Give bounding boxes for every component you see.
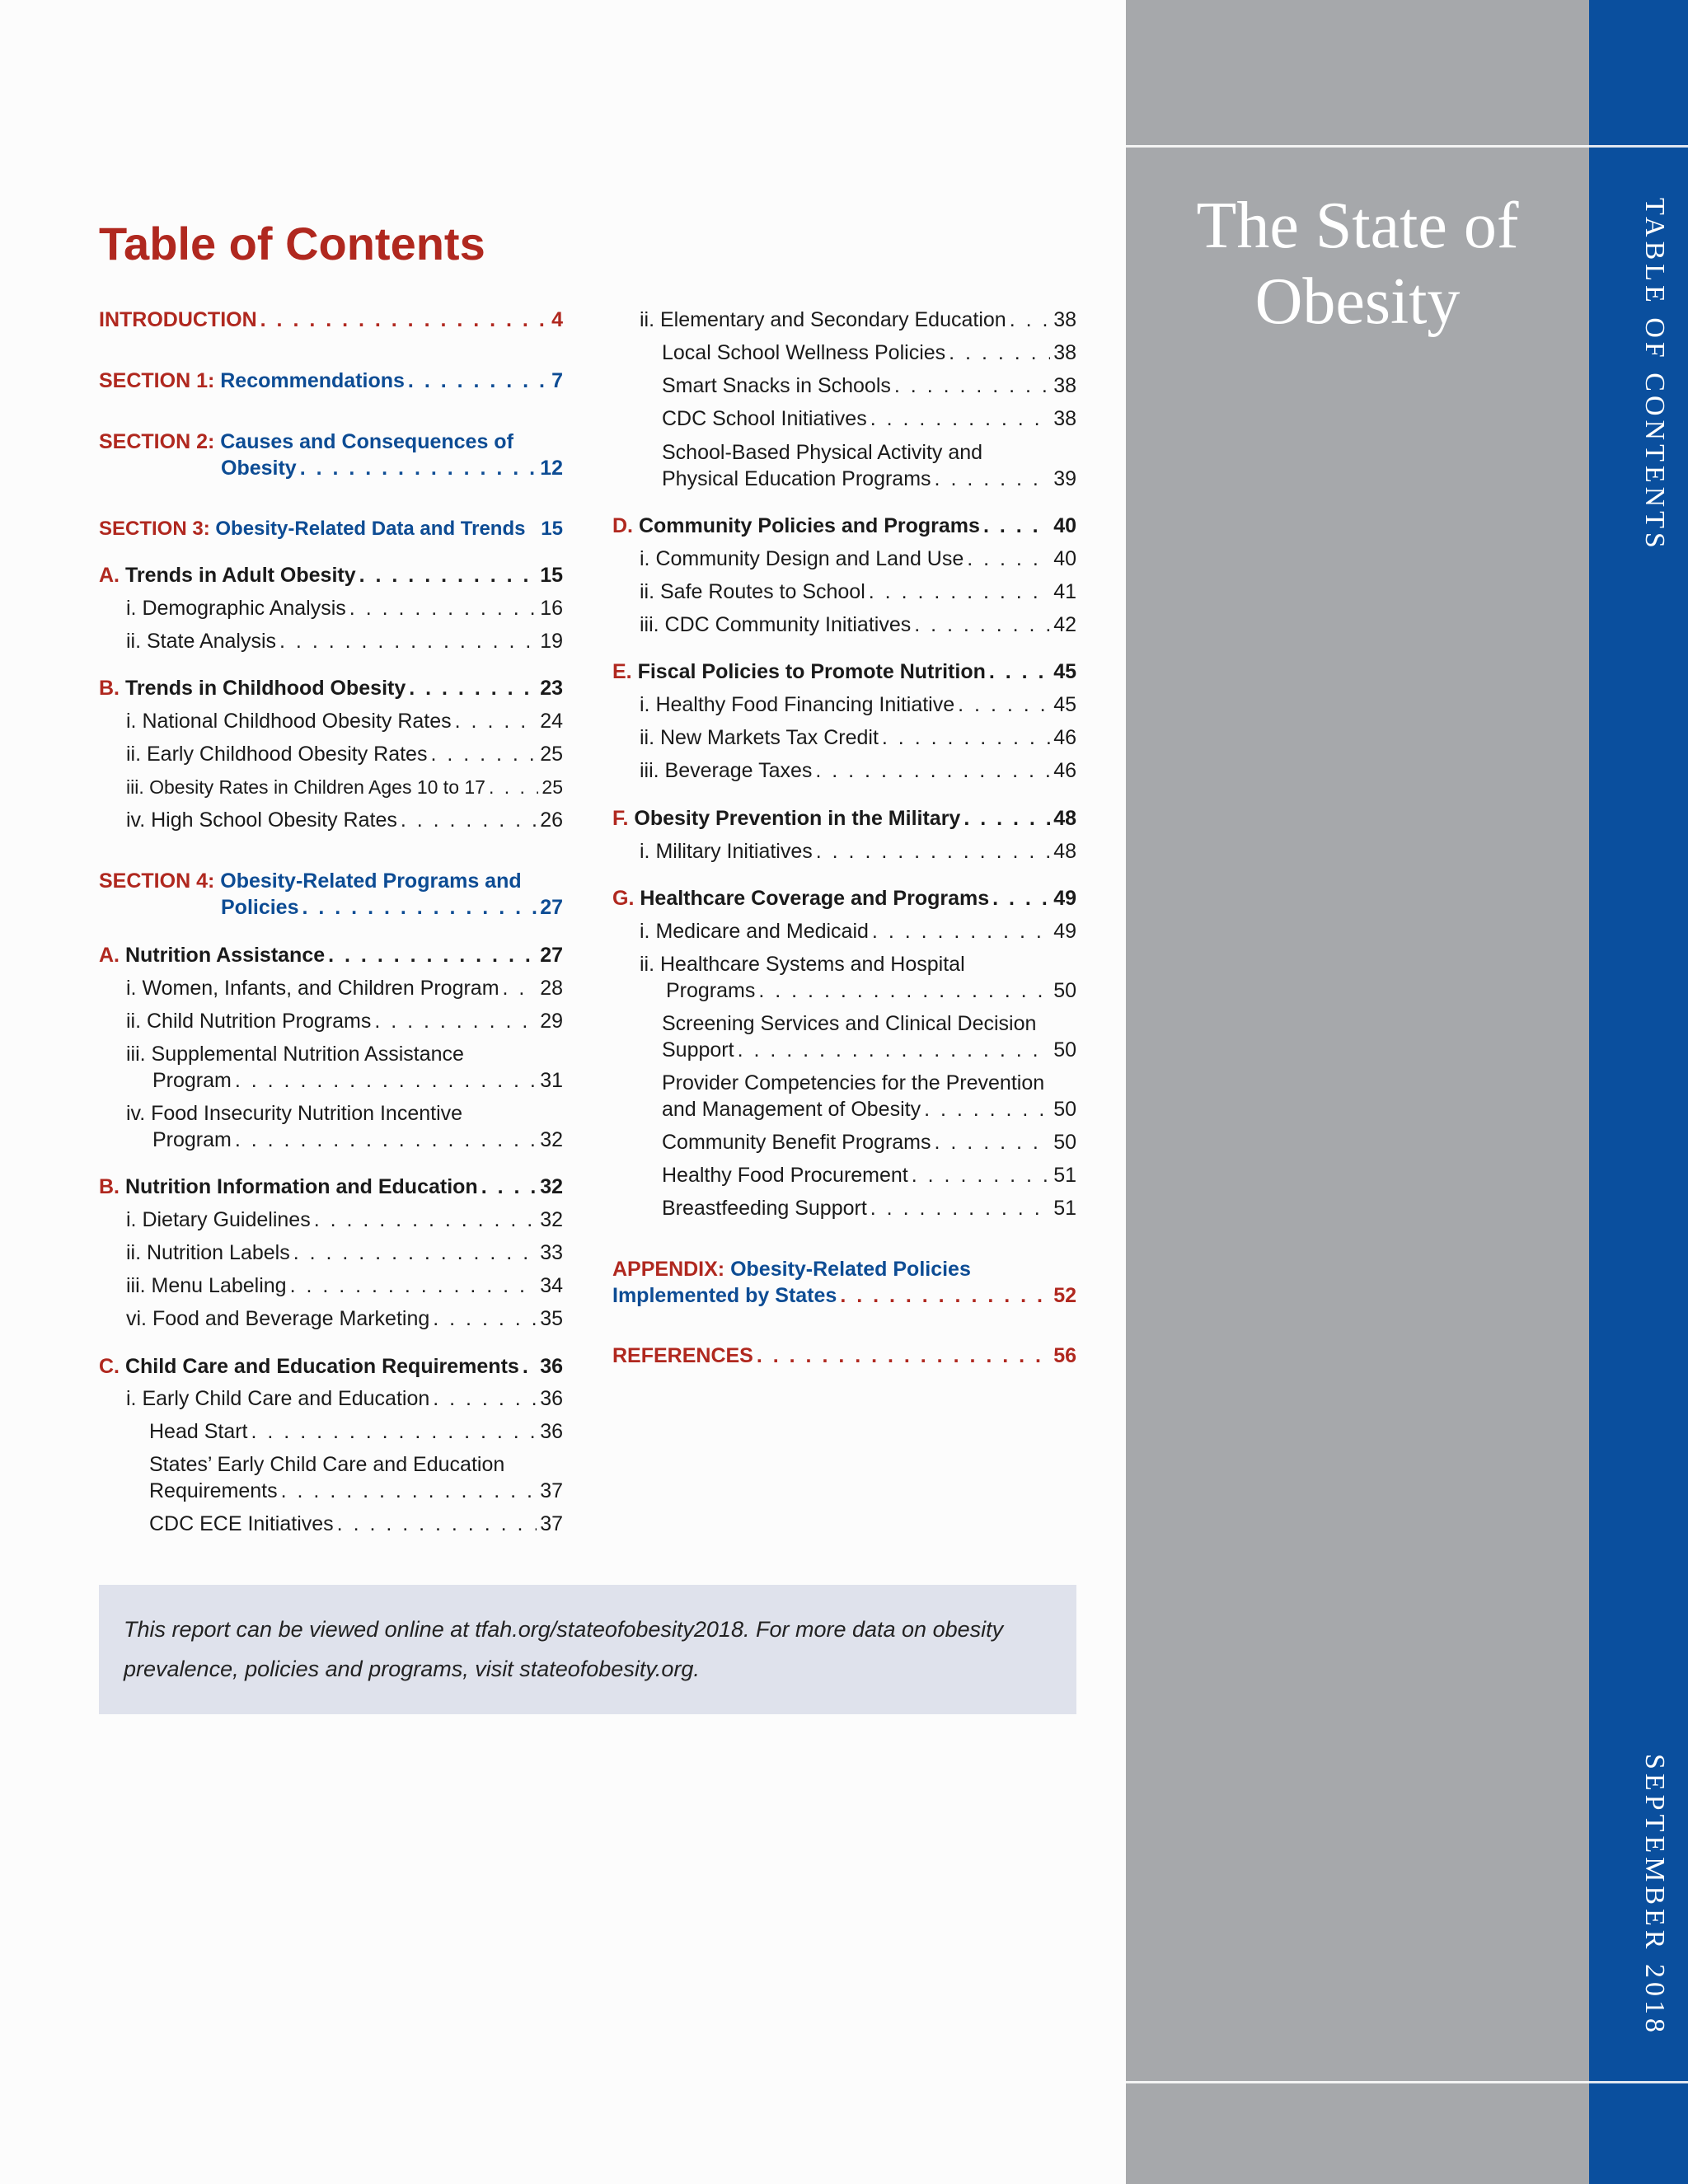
page-number: 39 xyxy=(1053,467,1076,490)
entry-label: Healthy Food Procurement xyxy=(662,1164,908,1187)
toc-item[interactable] xyxy=(126,1385,563,1412)
dot-leader xyxy=(815,757,1050,784)
panel-rule-top xyxy=(1126,145,1589,148)
online-note-box xyxy=(99,1585,1076,1714)
toc-item[interactable] xyxy=(126,1272,563,1299)
page-number: 24 xyxy=(540,710,563,733)
toc-references[interactable] xyxy=(612,1343,1076,1369)
page-number: 36 xyxy=(540,1355,563,1378)
dot-leader xyxy=(293,1240,537,1266)
heading-letter: A. xyxy=(99,564,120,587)
toc-item[interactable] xyxy=(126,774,563,800)
entry-label: iii. Menu Labeling xyxy=(126,1274,287,1297)
toc-section-1[interactable] xyxy=(99,368,563,394)
toc-item[interactable] xyxy=(662,1129,1076,1155)
entry-label-line2: Policies xyxy=(221,896,299,919)
toc-item[interactable] xyxy=(640,918,1076,944)
dot-leader xyxy=(433,1385,537,1412)
page-number: 40 xyxy=(1053,514,1076,537)
page-number: 25 xyxy=(540,743,563,766)
entry-label-line1: Provider Competencies for the Prevention xyxy=(662,1071,1045,1094)
entry-label: ii. Safe Routes to School xyxy=(640,580,865,603)
toc-item[interactable] xyxy=(126,741,563,767)
toc-heading-e[interactable] xyxy=(612,658,1076,685)
page-number: 27 xyxy=(540,944,563,967)
entry-label: Local School Wellness Policies xyxy=(662,341,946,364)
dot-leader xyxy=(408,368,548,394)
page-number: 37 xyxy=(540,1512,563,1535)
entry-label: Smart Snacks in Schools xyxy=(662,374,891,397)
entry-label: i. Demographic Analysis xyxy=(126,597,346,620)
entry-label: Recommendations xyxy=(220,369,405,392)
report-title: The State of Obesity xyxy=(1196,190,1519,338)
toc-item[interactable] xyxy=(662,1010,1076,1063)
entry-label: ii. Child Nutrition Programs xyxy=(126,1010,372,1033)
section-prefix: SECTION 3: xyxy=(99,518,210,540)
dot-leader xyxy=(738,1037,1051,1063)
heading-letter: E. xyxy=(612,660,632,683)
page-number: 25 xyxy=(542,776,563,798)
entry-label: Obesity-Related Data and Trends xyxy=(215,518,526,540)
toc-heading-b[interactable] xyxy=(99,1174,563,1200)
entry-label: Community Benefit Programs xyxy=(662,1131,931,1154)
entry-label: vi. Food and Beverage Marketing xyxy=(126,1307,430,1330)
entry-label: i. Dietary Guidelines xyxy=(126,1208,311,1231)
entry-label-line1: iv. Food Insecurity Nutrition Incentive xyxy=(126,1102,463,1125)
toc-item[interactable] xyxy=(640,757,1076,784)
heading-letter: A. xyxy=(99,944,120,967)
page-number: 31 xyxy=(540,1069,563,1092)
toc-item[interactable] xyxy=(640,612,1076,638)
toc-section-2[interactable] xyxy=(99,429,563,481)
page-number: 42 xyxy=(1053,613,1076,636)
entry-label: ii. Nutrition Labels xyxy=(126,1241,290,1264)
page-number: 49 xyxy=(1053,920,1076,943)
heading-letter: D. xyxy=(612,514,633,537)
heading-letter: F. xyxy=(612,807,629,830)
dot-leader xyxy=(489,774,538,800)
entry-label-line2: Program xyxy=(152,1069,232,1092)
dot-leader xyxy=(314,1207,537,1233)
toc-appendix[interactable] xyxy=(612,1256,1076,1309)
dot-leader xyxy=(279,628,537,654)
dot-leader xyxy=(882,724,1050,751)
entry-label-line1: Obesity-Related Programs and xyxy=(220,869,522,893)
page-number: 38 xyxy=(1053,374,1076,397)
toc-item[interactable] xyxy=(662,1162,1076,1188)
entry-label: CDC ECE Initiatives xyxy=(149,1512,334,1535)
heading-letter: B. xyxy=(99,677,120,700)
entry-label: i. Early Child Care and Education xyxy=(126,1387,430,1410)
section-prefix: SECTION 1: xyxy=(99,369,215,392)
dot-leader xyxy=(302,894,537,921)
page-number: 12 xyxy=(540,457,563,480)
toc-item[interactable] xyxy=(640,546,1076,572)
page-number: 15 xyxy=(541,518,563,540)
entry-label: i. Community Design and Land Use xyxy=(640,547,964,570)
entry-label: Head Start xyxy=(149,1420,248,1443)
entry-label-line2: Obesity xyxy=(221,457,297,480)
page-number: 45 xyxy=(1053,660,1076,683)
dot-leader xyxy=(989,658,1050,685)
entry-label: i. Healthy Food Financing Initiative xyxy=(640,693,955,716)
toc-item[interactable] xyxy=(126,708,563,734)
dot-leader xyxy=(433,1305,537,1332)
entry-label-line2: Requirements xyxy=(149,1479,278,1502)
entry-label-line2: Programs xyxy=(666,979,756,1002)
page-number: 51 xyxy=(1053,1164,1076,1187)
page-number: 26 xyxy=(540,808,563,832)
page-number: 50 xyxy=(1053,1038,1076,1062)
toc-item[interactable] xyxy=(126,1207,563,1233)
toc-heading-d[interactable] xyxy=(612,513,1076,539)
page-number: 46 xyxy=(1053,759,1076,782)
toc-item[interactable] xyxy=(126,595,563,621)
entry-label-line1: ii. Healthcare Systems and Hospital xyxy=(640,953,965,976)
dot-leader xyxy=(401,807,537,833)
page-number: 33 xyxy=(540,1241,563,1264)
page-number: 38 xyxy=(1053,341,1076,364)
page-number: 50 xyxy=(1053,979,1076,1002)
toc-item[interactable] xyxy=(662,439,1076,492)
page-number: 34 xyxy=(540,1274,563,1297)
dot-leader xyxy=(328,942,537,968)
page-number: 38 xyxy=(1053,308,1076,331)
toc-item[interactable] xyxy=(662,373,1076,399)
toc-item[interactable] xyxy=(662,340,1076,366)
dot-leader xyxy=(870,405,1050,432)
dot-leader xyxy=(374,1008,537,1034)
entry-label: iii. Beverage Taxes xyxy=(640,759,813,782)
page-number: 32 xyxy=(540,1175,563,1198)
dot-leader xyxy=(840,1282,1050,1309)
date-label: SEPTEMBER 2018 xyxy=(1639,1754,1670,2036)
entry-label: INTRODUCTION xyxy=(99,308,257,331)
side-label: TABLE OF CONTENTS xyxy=(1639,198,1670,552)
page-number: 27 xyxy=(540,896,563,919)
toc-item[interactable] xyxy=(126,1305,563,1332)
dot-leader xyxy=(503,975,537,1001)
entry-label-line1: School-Based Physical Activity and xyxy=(662,441,983,464)
entry-label-line2: Physical Education Programs xyxy=(662,467,931,490)
entry-label: Breastfeeding Support xyxy=(662,1197,867,1220)
page-number: 32 xyxy=(540,1128,563,1151)
page-number: 45 xyxy=(1053,693,1076,716)
dot-leader xyxy=(260,307,548,333)
page-number: 40 xyxy=(1053,547,1076,570)
toc-item[interactable] xyxy=(149,1451,563,1504)
dot-leader xyxy=(967,546,1050,572)
entry-label: i. Women, Infants, and Children Program xyxy=(126,977,499,1000)
dot-leader xyxy=(964,805,1050,832)
toc-item[interactable] xyxy=(126,1240,563,1266)
dot-leader xyxy=(349,595,537,621)
online-note-text: This report can be viewed online at tfah.org/stateofobesity2018. For more data on obesity prevalence, policies and programs, visit stateofobesity.org. xyxy=(124,1617,1004,1681)
entry-label: Trends in Adult Obesity xyxy=(124,564,356,587)
page-number: 28 xyxy=(540,977,563,1000)
dot-leader xyxy=(409,675,537,701)
page-number: 49 xyxy=(1053,887,1076,910)
entry-label: iii. CDC Community Initiatives xyxy=(640,613,912,636)
dot-leader xyxy=(869,579,1050,605)
dot-leader xyxy=(235,1067,537,1094)
page-number: 48 xyxy=(1053,840,1076,863)
toc-item[interactable] xyxy=(640,724,1076,751)
side-tab-rule-top xyxy=(1589,145,1688,148)
entry-label-line2: Program xyxy=(152,1128,232,1151)
page-number: 19 xyxy=(540,630,563,653)
entry-label-line1: Causes and Consequences of xyxy=(220,430,513,453)
entry-label-line1: States’ Early Child Care and Education xyxy=(149,1453,505,1476)
page-number: 51 xyxy=(1053,1197,1076,1220)
dot-leader xyxy=(281,1478,537,1504)
section-prefix: SECTION 2: xyxy=(99,430,215,453)
dot-leader xyxy=(958,691,1050,718)
page-number: 15 xyxy=(540,564,563,587)
page-number: 52 xyxy=(1053,1284,1076,1307)
dot-leader xyxy=(758,977,1050,1004)
page-number: 48 xyxy=(1053,807,1076,830)
toc-item[interactable] xyxy=(126,1041,563,1094)
entry-label: Community Policies and Programs xyxy=(638,514,980,537)
entry-label-line1: Screening Services and Clinical Decision xyxy=(662,1012,1037,1035)
dot-leader xyxy=(455,708,537,734)
entry-label: CDC School Initiatives xyxy=(662,407,867,430)
toc-item[interactable] xyxy=(640,307,1076,333)
entry-label: iii. Obesity Rates in Children Ages 10 to 17 xyxy=(126,776,485,798)
entry-label-line2: Implemented by States xyxy=(612,1284,837,1307)
entry-label: Healthcare Coverage and Programs xyxy=(640,887,990,910)
toc-item[interactable] xyxy=(149,1418,563,1445)
page-number: 50 xyxy=(1053,1131,1076,1154)
entry-label-line2: and Management of Obesity xyxy=(662,1098,921,1121)
page-number: 4 xyxy=(551,308,563,331)
entry-label: Fiscal Policies to Promote Nutrition xyxy=(637,660,986,683)
dot-leader xyxy=(359,562,537,588)
dot-leader xyxy=(935,1129,1051,1155)
toc-item[interactable] xyxy=(640,691,1076,718)
dot-leader xyxy=(894,373,1050,399)
toc-item[interactable] xyxy=(126,628,563,654)
dot-leader xyxy=(949,340,1050,366)
page-number: 41 xyxy=(1053,580,1076,603)
page-number: 38 xyxy=(1053,407,1076,430)
dot-leader xyxy=(481,1174,537,1200)
entry-label-line2: Support xyxy=(662,1038,734,1062)
page-number: 32 xyxy=(540,1208,563,1231)
dot-leader xyxy=(1010,307,1050,333)
entry-label: ii. Elementary and Secondary Education xyxy=(640,308,1006,331)
entry-label: REFERENCES xyxy=(612,1344,753,1367)
dot-leader xyxy=(924,1096,1050,1122)
entry-label: Obesity Prevention in the Military xyxy=(634,807,961,830)
dot-leader xyxy=(935,466,1051,492)
dot-leader xyxy=(251,1418,537,1445)
toc-title: Table of Contents xyxy=(99,218,485,269)
page-number: 56 xyxy=(1053,1344,1076,1367)
dot-leader xyxy=(870,1195,1050,1221)
entry-label: Child Care and Education Requirements xyxy=(124,1355,519,1378)
toc-item[interactable] xyxy=(126,807,563,833)
toc-item[interactable] xyxy=(662,405,1076,432)
entry-label: Nutrition Information and Education xyxy=(124,1175,478,1198)
entry-label: ii. State Analysis xyxy=(126,630,277,653)
page-number: 23 xyxy=(540,677,563,700)
dot-leader xyxy=(430,741,537,767)
dot-leader xyxy=(757,1343,1050,1369)
toc-heading-c[interactable] xyxy=(99,1353,563,1380)
dot-leader xyxy=(290,1272,537,1299)
dot-leader xyxy=(914,612,1050,638)
dot-leader xyxy=(337,1511,537,1537)
dot-leader xyxy=(983,513,1050,539)
toc-item[interactable] xyxy=(126,1008,563,1034)
page-number: 50 xyxy=(1053,1098,1076,1121)
dot-leader xyxy=(992,885,1050,912)
toc-heading-b[interactable] xyxy=(99,675,563,701)
page-number: 29 xyxy=(540,1010,563,1033)
toc-heading-f[interactable] xyxy=(612,805,1076,832)
section-prefix: SECTION 4: xyxy=(99,869,215,893)
toc-item[interactable] xyxy=(662,1070,1076,1122)
entry-label: ii. New Markets Tax Credit xyxy=(640,726,879,749)
dot-leader xyxy=(300,455,537,481)
page-number: 36 xyxy=(540,1420,563,1443)
toc-section-3[interactable] xyxy=(99,516,563,542)
side-tab-rule-bottom xyxy=(1589,2081,1688,2083)
entry-label: iv. High School Obesity Rates xyxy=(126,808,397,832)
page-number: 46 xyxy=(1053,726,1076,749)
toc-heading-a[interactable] xyxy=(99,562,563,588)
entry-label: i. Medicare and Medicaid xyxy=(640,920,869,943)
panel-rule-bottom xyxy=(1126,2081,1589,2083)
toc-section-4[interactable] xyxy=(99,868,563,921)
toc-item[interactable] xyxy=(126,975,563,1001)
page-number: 7 xyxy=(551,369,563,392)
heading-letter: G. xyxy=(612,887,635,910)
dot-leader xyxy=(912,1162,1050,1188)
dot-leader xyxy=(235,1127,537,1153)
toc-heading-g[interactable] xyxy=(612,885,1076,912)
page-number: 37 xyxy=(540,1479,563,1502)
entry-label: Nutrition Assistance xyxy=(124,944,326,967)
dot-leader xyxy=(816,838,1050,865)
heading-letter: C. xyxy=(99,1355,120,1378)
toc-item[interactable] xyxy=(640,951,1076,1004)
heading-letter: B. xyxy=(99,1175,120,1198)
toc-item[interactable] xyxy=(640,579,1076,605)
entry-label-line1: Obesity-Related Policies xyxy=(730,1258,971,1281)
toc-heading-a[interactable] xyxy=(99,942,563,968)
entry-label: i. National Childhood Obesity Rates xyxy=(126,710,452,733)
entry-label: ii. Early Childhood Obesity Rates xyxy=(126,743,428,766)
toc-item[interactable] xyxy=(149,1511,563,1537)
page-number: 36 xyxy=(540,1387,563,1410)
toc-item[interactable] xyxy=(640,838,1076,865)
page-number: 16 xyxy=(540,597,563,620)
entry-label: i. Military Initiatives xyxy=(640,840,813,863)
page-number: 35 xyxy=(540,1307,563,1330)
dot-leader xyxy=(872,918,1050,944)
toc-introduction[interactable] xyxy=(99,307,563,333)
dot-leader xyxy=(523,1353,537,1380)
toc-item[interactable] xyxy=(662,1195,1076,1221)
toc-item[interactable] xyxy=(126,1100,563,1153)
entry-label-line1: iii. Supplemental Nutrition Assistance xyxy=(126,1043,464,1066)
section-prefix: APPENDIX: xyxy=(612,1258,725,1281)
entry-label: Trends in Childhood Obesity xyxy=(124,677,406,700)
